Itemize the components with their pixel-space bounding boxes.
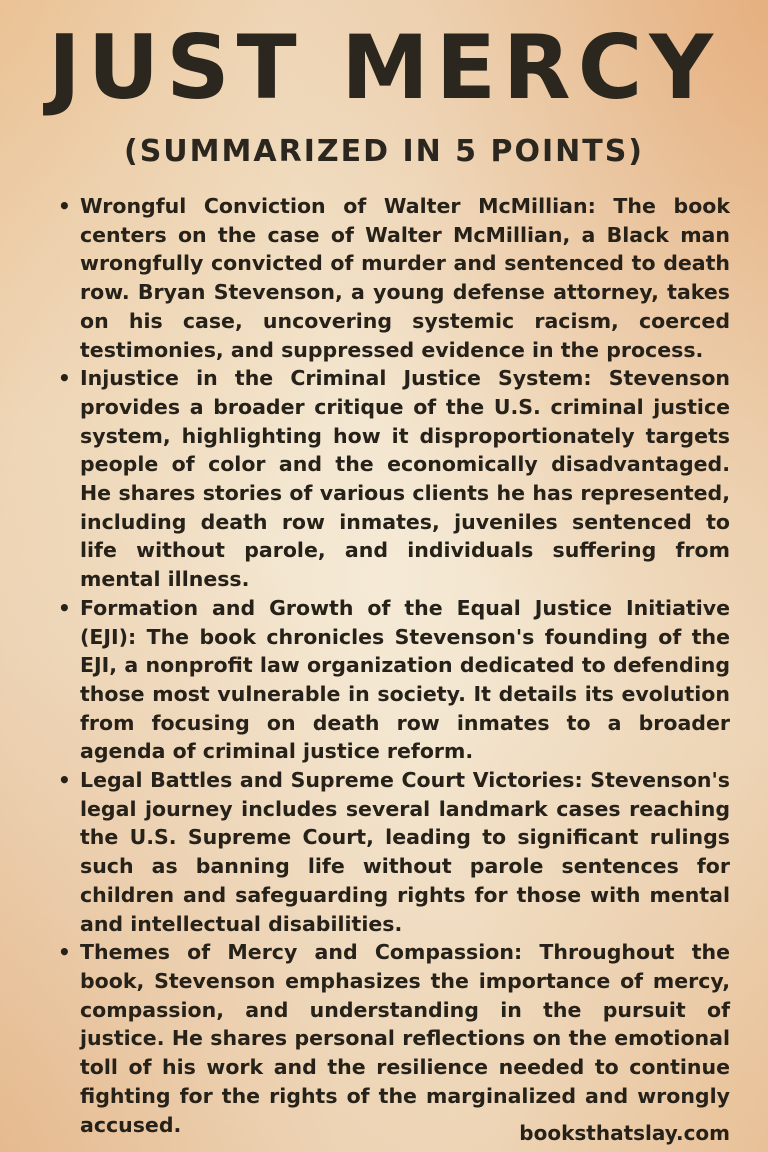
summary-point-4 [58, 766, 730, 938]
bullet-icon: • [58, 194, 71, 218]
bullet-icon: • [58, 595, 71, 620]
bullet-icon: • [58, 768, 71, 793]
bullet-icon: • [58, 940, 71, 965]
page-subtitle: (SUMMARIZED IN 5 POINTS) [123, 134, 645, 169]
summary-point-text: Themes of Mercy and Compassion: Throughout the book, Stevenson emphasizes the importance of mercy, compassion, and understanding in the pursuit of justice. He shares personal reflections on the emotional toll of his work and the resilience needed to continue fighting for the rights of the marginalized and wrongly accused. [80, 940, 730, 1137]
summary-points-list [58, 192, 730, 1139]
summary-point-3 [58, 594, 730, 766]
summary-point-2 [58, 364, 730, 594]
page-title: JUST MERCY [48, 16, 720, 119]
summary-point-text: Formation and Growth of the Equal Justice Initiative (EJI): The book chronicles Stevenson's founding of the EJI, a nonprofit law organization dedicated to defending those most vulnerable in society. It details its evolution from focusing on death row inmates to a broader agenda of criminal justice reform. [80, 595, 730, 764]
source-website: booksthatslay.com [519, 1121, 730, 1145]
bullet-icon: • [58, 366, 71, 391]
summary-point-text: Injustice in the Criminal Justice System: Stevenson provides a broader critique of the U.S. criminal justice system, highlighting how it disproportionately targets people of color and the economically disadvantaged. He shares stories of various clients he has represented, including death row inmates, juveniles sentenced to life without parole, and individuals suffering from mental illness. [80, 366, 730, 592]
summary-point-1 [58, 192, 730, 364]
summary-point-text: Wrongful Conviction of Walter McMillian: The book centers on the case of Walter McMillian, a Black man wrongfully convicted of murder and sentenced to death row. Bryan Stevenson, a young defense attorney, takes on his case, uncovering systemic racism, coerced testimonies, and suppressed evidence in the process. [80, 194, 730, 362]
summary-point-5 [58, 938, 730, 1139]
summary-point-text: Legal Battles and Supreme Court Victories: Stevenson's legal journey includes several landmark cases reaching the U.S. Supreme Court, leading to significant rulings such as banning life without parole sentences for children and safeguarding rights for those with mental and intellectual disabilities. [80, 768, 730, 936]
